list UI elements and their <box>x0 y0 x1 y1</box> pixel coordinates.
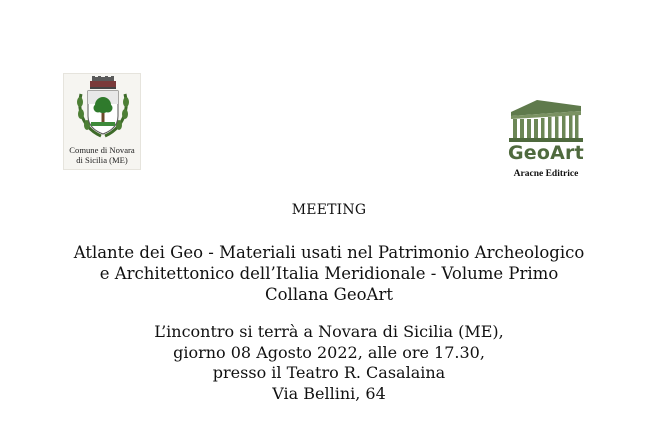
comune-caption <box>64 145 140 165</box>
details-datetime: giorno 08 Agosto 2022, alle ore 17.30, <box>173 342 485 362</box>
comune-caption-line1: Comune di Novara <box>69 145 135 155</box>
title-line1: Atlante dei Geo - Materiali usati nel Patrimonio Archeologico <box>73 243 585 262</box>
comune-logo <box>63 73 141 170</box>
details-location: L’incontro si terrà a Novara di Sicilia (ME), <box>154 322 504 341</box>
meeting-heading: MEETING <box>291 202 367 218</box>
geoart-logo <box>500 98 592 184</box>
comune-caption-line2: di Sicilia (ME) <box>76 155 128 165</box>
publisher-name: Aracne Editrice <box>513 169 579 179</box>
title-line3: Collana GeoArt <box>265 285 393 304</box>
details-venue: presso il Teatro R. Casalaina <box>212 363 446 382</box>
event-details <box>0 322 658 404</box>
geoart-brand: GeoArt <box>508 142 584 164</box>
event-title <box>0 242 658 305</box>
details-address: Via Bellini, 64 <box>272 383 386 403</box>
title-line2: e Architettonico dell’Italia Meridionale - Volume Primo <box>99 264 559 283</box>
greek-temple-icon <box>509 98 583 142</box>
coat-of-arms-icon <box>73 76 133 144</box>
